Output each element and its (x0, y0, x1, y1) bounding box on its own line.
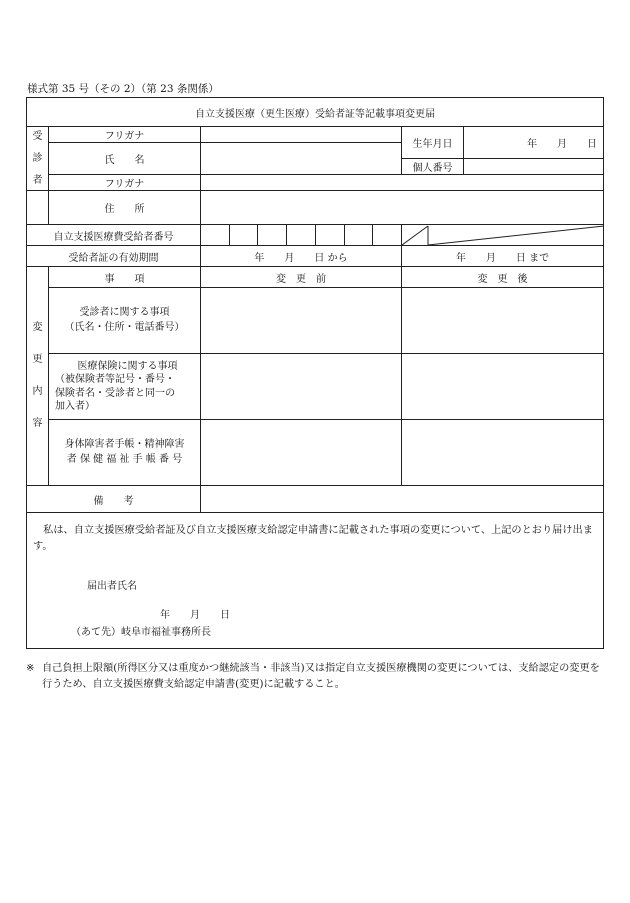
after-header: 変 更 後 (402, 267, 604, 288)
change-item-patient: 受診者に関する事項 （氏名・住所・電話番号） (49, 288, 201, 354)
remarks-field[interactable] (201, 486, 604, 513)
before-field-patient[interactable] (201, 288, 402, 354)
form-title: 自立支援医療（更生医療）受給者証等記載事項変更届 (27, 98, 604, 127)
after-field-handbook[interactable] (402, 420, 604, 486)
recipient-number-label: 自立支援医療費受給者番号 (27, 225, 201, 246)
remarks-label: 備 考 (27, 486, 201, 513)
furigana-label-2: フリガナ (49, 175, 201, 191)
change-group-label: 変 更 内 容 (27, 267, 49, 486)
patient-group-label: 受 診 者 (27, 127, 49, 191)
statement-block (27, 513, 604, 649)
patient-group-label-cont (27, 191, 49, 225)
before-field-insurance[interactable] (201, 354, 402, 420)
before-field-handbook[interactable] (201, 420, 402, 486)
after-field-patient[interactable] (402, 288, 604, 354)
address-label: 住 所 (49, 191, 201, 225)
footnote (26, 661, 606, 694)
personal-number-label: 個人番号 (402, 159, 464, 175)
item-header: 事 項 (49, 267, 201, 288)
recipient-number-boxes[interactable] (201, 225, 402, 246)
address-field[interactable] (201, 191, 604, 225)
applicant-label: 届出者氏名 (87, 581, 137, 592)
name-field[interactable] (201, 143, 402, 175)
form-number-label: 様式第 35 号（その 2）（第 23 条関係） (27, 83, 219, 95)
note-text: 自己負担上限額(所得区分又は重度かつ継続該当・非該当)又は指定自立支援医療機関の変更については、支給認定の変更を行うため、自立支援医療費支給認定申請書(変更)に記載すること。 (42, 663, 600, 691)
personal-number-field[interactable] (464, 159, 604, 175)
address-furigana-field[interactable] (201, 175, 604, 191)
after-field-insurance[interactable] (402, 354, 604, 420)
validity-from[interactable]: 年 月 日 から (201, 246, 402, 267)
date-label: 年 月 日 (160, 610, 230, 621)
diagonal-strike-icon (402, 225, 604, 246)
birth-date-label: 生年月日 (402, 127, 464, 159)
furigana-label: フリガナ (49, 127, 201, 143)
change-notification-form (26, 97, 604, 649)
validity-label: 受給者証の有効期間 (27, 246, 201, 267)
addressee: （あて先）岐阜市福祉事務所長 (71, 627, 211, 638)
change-item-handbook: 身体障害者手帳・精神障害 者 保 健 福 祉 手 帳 番 号 (49, 420, 201, 486)
name-label: 氏 名 (49, 143, 201, 175)
recipient-number-blank (402, 225, 604, 246)
change-item-insurance: 医療保険に関する事項 （被保険者等記号・番号・ 保険者名・受診者と同一の 加入者） (49, 354, 201, 420)
birth-date-field[interactable]: 年 月 日 (464, 127, 604, 159)
note-mark: ※ (26, 663, 35, 674)
statement-text: 私は、自立支援医療受給者証及び自立支援医療支給認定申請書に記載された事項の変更について、上記のとおり届け出ます。 (33, 525, 593, 552)
name-furigana-field[interactable] (201, 127, 402, 143)
before-header: 変 更 前 (201, 267, 402, 288)
validity-to[interactable]: 年 月 日 まで (402, 246, 604, 267)
